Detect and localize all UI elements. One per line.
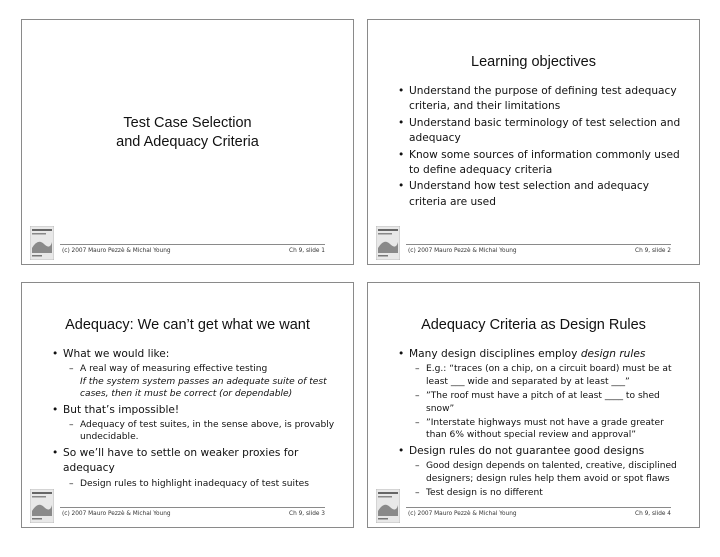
sub-bullet-item [63, 363, 339, 400]
bullet-item: • Understand how test selection and adequacy criteria are used [398, 179, 685, 210]
slide-body [52, 347, 339, 492]
book-cover-logo [30, 226, 54, 260]
sub-bullet-item: – Test design is no different [409, 487, 685, 499]
footer-copyright: (c) 2007 Mauro Pezzè & Michal Young [62, 511, 171, 517]
footer-copyright: (c) 2007 Mauro Pezzè & Michal Young [408, 511, 517, 517]
bullet-text: Design rules do not guarantee good designs [409, 444, 645, 457]
bullet-item: • Understand basic terminology of test selection and adequacy [398, 116, 685, 147]
sub-bullet-item: – ”The roof must have a pitch of at least ____ to shed snow” [409, 390, 685, 415]
bullet-item: • Understand the purpose of defining test adequacy criteria, and their limitations [398, 84, 685, 115]
sub-bullet-item: – E.g.: “traces (on a chip, on a circuit board) must be at least ___ wide and separated by at least ___” [409, 363, 685, 388]
sub-bullet-text: A real way of measuring effective testing [80, 364, 268, 375]
slide-title: Adequacy: We can’t get what we want [65, 317, 310, 333]
slide-1 [21, 19, 354, 265]
book-cover-logo [376, 489, 400, 523]
footer-copyright: (c) 2007 Mauro Pezzè & Michal Young [62, 248, 171, 254]
title-line-1: Test Case Selection [123, 115, 252, 131]
sub-bullet-item: – Good design depends on talented, creative, disciplined designers; design rules help them avoid or spot flaws [409, 460, 685, 485]
bullet-item [52, 403, 339, 444]
footer-copyright: (c) 2007 Mauro Pezzè & Michal Young [408, 248, 517, 254]
slide-number: Ch 9, slide 1 [289, 248, 325, 254]
bullet-item [398, 444, 685, 500]
bullet-emphasis: design rules [580, 348, 646, 360]
slide-title: Adequacy Criteria as Design Rules [421, 317, 646, 333]
bullet-item [398, 347, 685, 442]
bullet-text: So we’ll have to settle on weaker proxies for adequacy [63, 446, 299, 475]
slide-2 [367, 19, 700, 265]
footer-divider [406, 244, 671, 245]
slide-number: Ch 9, slide 3 [289, 511, 325, 517]
bullet-item [52, 347, 339, 401]
sub-bullet-italic-text: If the system system passes an adequate suite of test cases, then it must be correct (or dependable) [80, 376, 327, 400]
slide-3 [21, 282, 354, 528]
slide-title: Learning objectives [471, 54, 596, 70]
slide-body [398, 84, 685, 211]
slide-4 [367, 282, 700, 528]
book-cover-logo [30, 489, 54, 523]
slide-body [398, 347, 685, 501]
bullet-text: But that’s impossible! [63, 403, 180, 416]
slide-number: Ch 9, slide 4 [635, 511, 671, 517]
bullet-item: • Know some sources of information commonly used to define adequacy criteria [398, 148, 685, 179]
footer-divider [60, 507, 325, 508]
title-line-2: and Adequacy Criteria [116, 134, 259, 150]
footer-divider [60, 244, 325, 245]
sub-bullet-item: – ”Interstate highways must not have a grade greater than 6% without special review and approval” [409, 417, 685, 442]
slide-title [22, 114, 353, 152]
bullet-text: What we would like: [63, 348, 170, 360]
slide-number: Ch 9, slide 2 [635, 248, 671, 254]
sub-bullet-item: – Design rules to highlight inadequacy of test suites [63, 478, 339, 490]
sub-bullet-item: – Adequacy of test suites, in the sense above, is provably undecidable. [63, 419, 339, 444]
book-cover-logo [376, 226, 400, 260]
bullet-item [52, 446, 339, 490]
footer-divider [406, 507, 671, 508]
bullet-text: Many design disciplines employ [409, 348, 581, 360]
